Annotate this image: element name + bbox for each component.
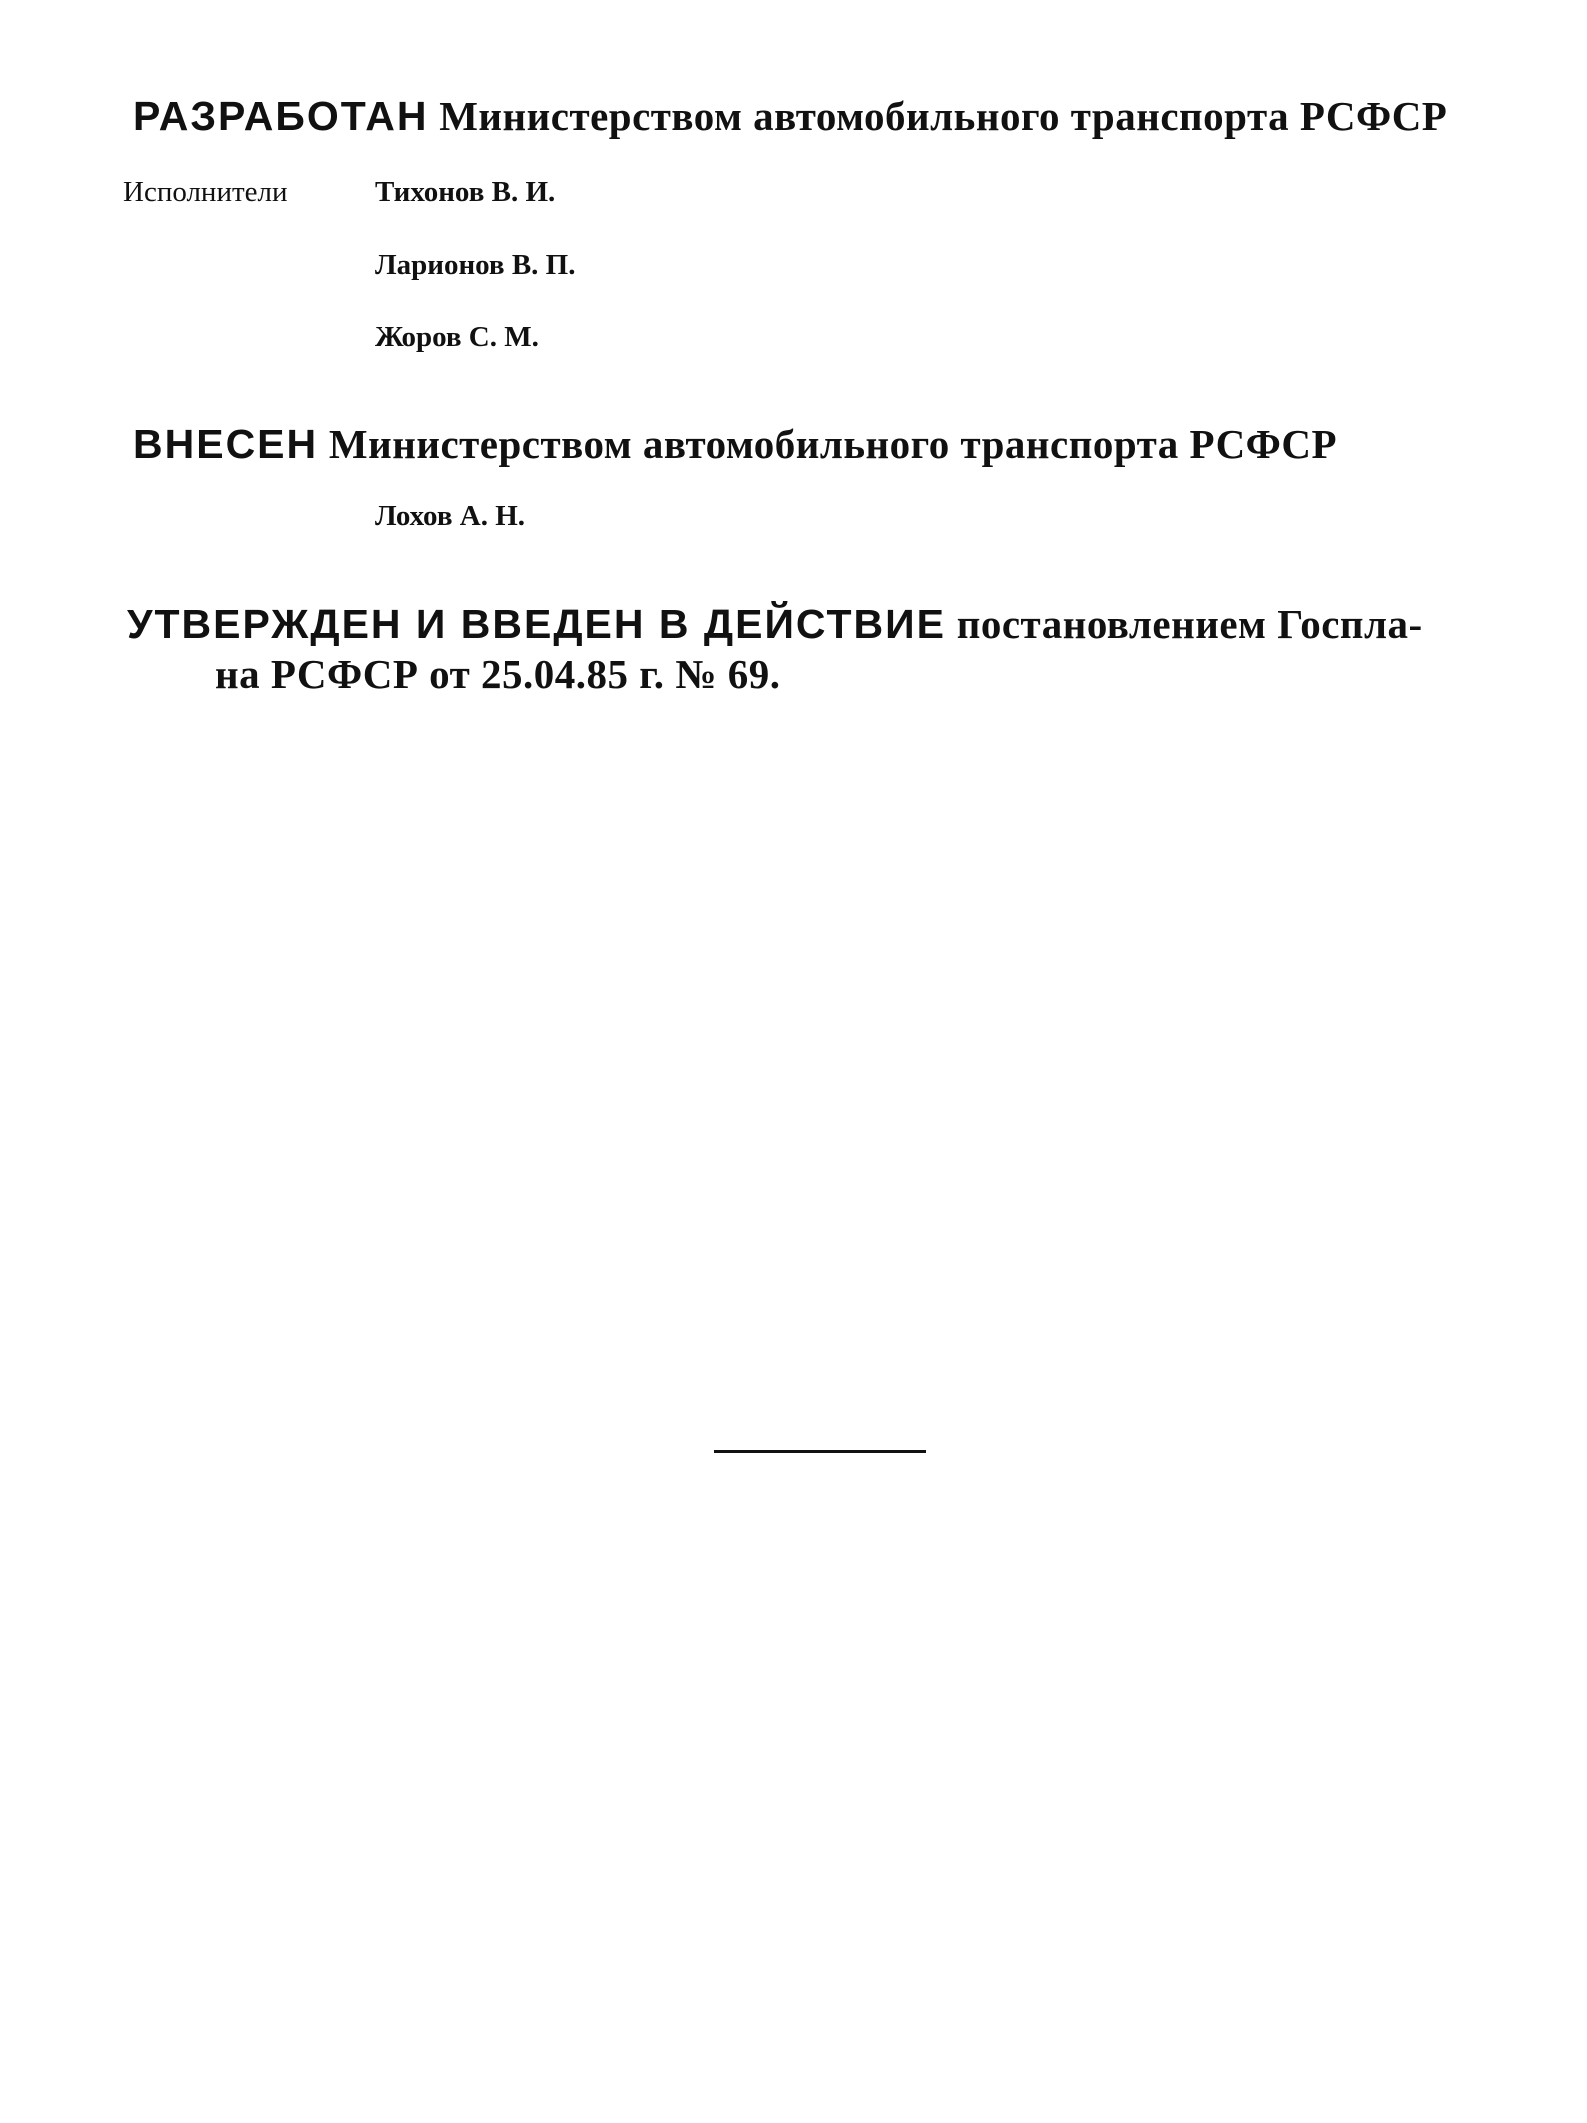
approved-label: УТВЕРЖДЕН И ВВЕДЕН В ДЕЙСТВИЕ (127, 601, 946, 647)
developed-text: Министерством автомобильного транспорта РСФСР (439, 93, 1448, 139)
executors-label: Исполнители (123, 176, 288, 208)
approved-statement (127, 600, 1423, 648)
separator-rule (714, 1450, 926, 1453)
introducer-name: Лохов А. Н. (375, 500, 525, 532)
introduced-label: ВНЕСЕН (133, 421, 319, 467)
executor-name: Ларионов В. П. (375, 249, 576, 281)
approved-text-line1: постановлением Госпла- (956, 601, 1423, 647)
introduced-text: Министерством автомобильного транспорта РСФСР (328, 421, 1338, 467)
executor-name: Тихонов В. И. (375, 176, 556, 208)
introduced-statement (133, 420, 1337, 468)
developed-statement (133, 92, 1447, 140)
developed-label: РАЗРАБОТАН (133, 93, 429, 139)
approved-text-line2: на РСФСР от 25.04.85 г. № 69. (215, 651, 781, 697)
executor-name: Жоров С. М. (375, 321, 539, 353)
